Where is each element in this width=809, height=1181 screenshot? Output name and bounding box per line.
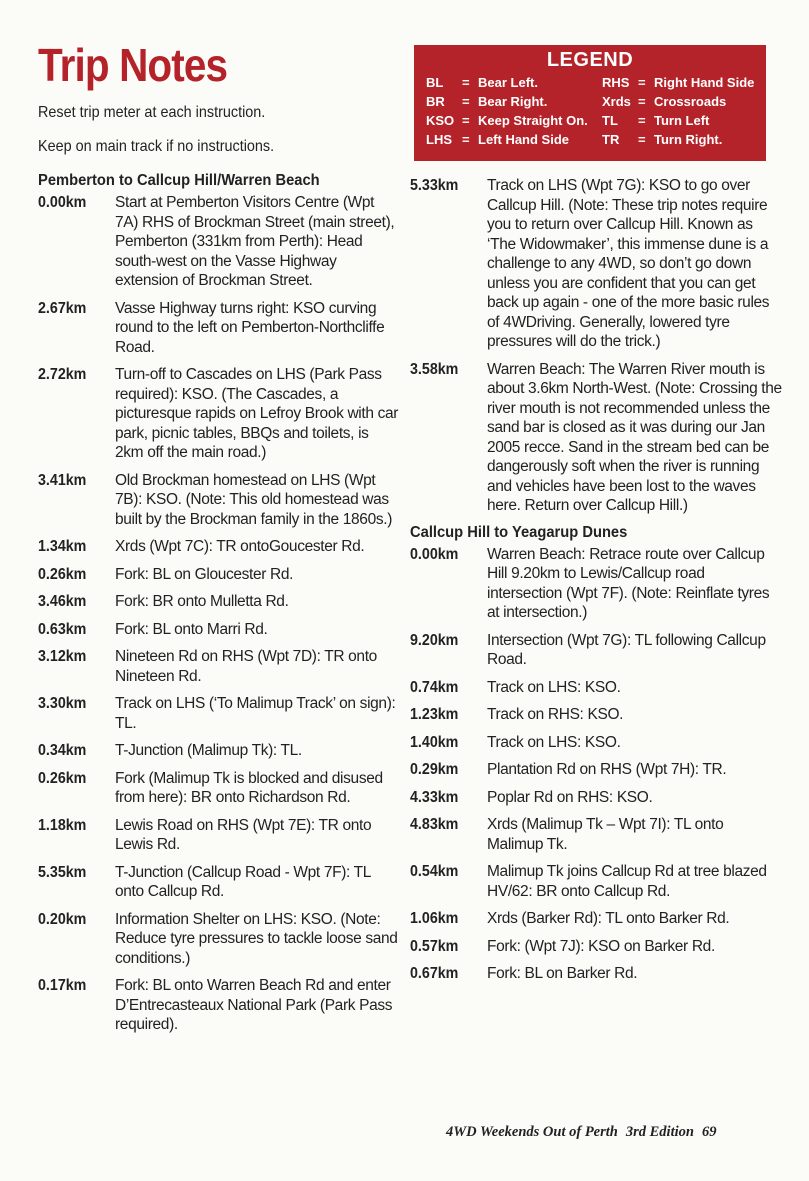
legend-meaning: Left Hand Side <box>478 132 570 147</box>
entry-distance: 3.41km <box>38 471 87 489</box>
book-title: 4WD Weekends Out of Perth <box>446 1124 618 1140</box>
entry-instruction: Plantation Rd on RHS (Wpt 7H): TR. <box>487 761 727 778</box>
legend-meaning: Crossroads <box>654 94 727 109</box>
entry-distance: 0.63km <box>38 620 87 638</box>
entry-distance: 0.54km <box>410 863 459 880</box>
legend-item <box>602 73 754 92</box>
entry-distance: 5.35km <box>38 863 87 881</box>
entry-distance: 9.20km <box>410 631 459 649</box>
entry-distance: 5.33km <box>410 177 459 194</box>
entry-list <box>410 545 782 984</box>
legend-abbr: BR <box>426 94 445 109</box>
entry-instruction: Fork: BR onto Mulletta Rd. <box>115 593 289 610</box>
trip-entry <box>38 694 400 733</box>
entry-distance: 1.23km <box>410 706 459 723</box>
trip-entry <box>410 705 782 725</box>
trip-entry <box>410 909 782 929</box>
legend-equals: = <box>462 75 470 90</box>
entry-distance: 1.06km <box>410 910 459 927</box>
entry-instruction: Fork: BL onto Marri Rd. <box>115 620 268 638</box>
entry-distance: 2.72km <box>38 366 87 383</box>
trip-entry <box>410 937 782 957</box>
entry-distance: 0.67km <box>410 965 459 982</box>
trip-entry <box>38 193 400 291</box>
trip-entry <box>38 910 400 969</box>
trip-entry <box>410 631 782 670</box>
legend-abbr: TR <box>602 132 620 147</box>
entry-distance: 0.00km <box>38 194 87 211</box>
trip-entry <box>38 592 400 612</box>
entry-list <box>38 193 400 1035</box>
legend-item <box>426 92 547 111</box>
trip-entry <box>410 360 782 516</box>
page-footer <box>446 1124 716 1141</box>
entry-instruction: Lewis Road on RHS (Wpt 7E): TR onto Lewis Rd. <box>115 816 372 853</box>
trip-entry <box>410 545 782 623</box>
entry-distance: 0.29km <box>410 761 459 778</box>
trip-entry <box>38 741 400 761</box>
trip-entry <box>38 620 400 640</box>
entry-distance: 0.34km <box>38 742 87 759</box>
entry-instruction: Fork: BL onto Warren Beach Rd and enter D’Entrecasteaux National Park (Park Pass required). <box>115 977 393 1033</box>
legend-abbr: TL <box>602 113 618 128</box>
entry-distance: 3.46km <box>38 593 87 610</box>
entry-instruction: Track on RHS: KSO. <box>487 706 624 723</box>
trip-entry <box>38 471 400 530</box>
legend-meaning: Bear Left. <box>478 75 538 90</box>
entry-instruction: Track on LHS (Wpt 7G): KSO to go over Callcup Hill. (Note: These trip notes require you to return over Callcup Hill. Known as ‘The Widowmaker’, this immense dune is a challenge to any 4WD, so don’t go down unless you are confident that you can get back up again - one of the more basic rules of 4WDriving. Generally, lowered tyre pressures will do the trick.) <box>487 177 770 350</box>
trip-entry <box>38 647 400 686</box>
trip-entry <box>410 176 782 352</box>
entry-instruction: Start at Pemberton Visitors Centre (Wpt 7A) RHS of Brockman Street (main street), Pemberton (331km from Perth): Head south-west on the Vasse Highway extension of Brockman Street. <box>115 194 395 289</box>
entry-instruction: Fork: BL on Barker Rd. <box>487 965 638 982</box>
edition: 3rd Edition <box>625 1124 694 1140</box>
trip-entry <box>38 863 400 902</box>
entry-distance: 4.33km <box>410 788 459 806</box>
entry-distance: 1.34km <box>38 538 87 555</box>
entry-instruction: Malimup Tk joins Callcup Rd at tree blazed HV/62: BR onto Callcup Rd. <box>487 863 767 900</box>
trip-entry <box>38 365 400 463</box>
page-number: 69 <box>701 1124 717 1140</box>
trip-entry <box>410 678 782 698</box>
trip-entry <box>38 537 400 557</box>
entry-instruction: Fork: BL on Gloucester Rd. <box>115 565 294 583</box>
entry-distance: 1.18km <box>38 816 87 834</box>
entry-instruction: Fork: (Wpt 7J): KSO on Barker Rd. <box>487 937 715 955</box>
entry-distance: 0.26km <box>38 565 87 583</box>
trip-entry <box>38 769 400 808</box>
legend-equals: = <box>462 94 470 109</box>
entry-distance: 4.83km <box>410 816 459 833</box>
entry-distance: 0.20km <box>38 910 87 928</box>
trip-entry <box>410 862 782 901</box>
entry-distance: 0.26km <box>38 769 87 787</box>
legend-equals: = <box>638 75 646 90</box>
trip-entry <box>410 964 782 984</box>
entry-instruction: Information Shelter on LHS: KSO. (Note: Reduce tyre pressures to tackle loose sand conditions.) <box>115 910 398 967</box>
legend-title: LEGEND <box>546 49 634 71</box>
legend-item <box>602 111 709 130</box>
trip-entry <box>38 299 400 358</box>
legend-equals: = <box>638 132 646 147</box>
entry-instruction: Warren Beach: Retrace route over Callcup Hill 9.20km to Lewis/Callcup road intersection (Wpt 7F). (Note: Reinflate tyres at intersection.) <box>487 545 770 621</box>
legend-meaning: Keep Straight On. <box>478 113 588 128</box>
entry-instruction: Nineteen Rd on RHS (Wpt 7D): TR onto Nineteen Rd. <box>115 648 377 685</box>
entry-instruction: Track on LHS (‘To Malimup Track’ on sign): TL. <box>115 695 396 732</box>
section-heading: Pemberton to Callcup Hill/Warren Beach <box>38 172 320 189</box>
legend-equals: = <box>638 113 646 128</box>
entry-distance: 3.58km <box>410 360 459 378</box>
entry-list <box>410 176 782 516</box>
trip-entry <box>410 788 782 808</box>
entry-distance: 0.57km <box>410 937 459 955</box>
legend-equals: = <box>462 113 470 128</box>
legend-item <box>602 92 726 111</box>
legend-item <box>602 130 722 149</box>
entry-instruction: Poplar Rd on RHS: KSO. <box>487 788 653 806</box>
legend-meaning: Turn Left <box>654 113 710 128</box>
legend-meaning: Turn Right. <box>654 132 723 147</box>
entry-instruction: Turn-off to Cascades on LHS (Park Pass required): KSO. (The Cascades, a picturesque rapids on Lefroy Brook with car park, picnic tables, BBQs and toilets, is 2km off the main road.) <box>115 366 399 461</box>
legend-abbr: BL <box>426 75 444 90</box>
entry-instruction: T-Junction (Callcup Road - Wpt 7F): TL onto Callcup Rd. <box>115 863 371 900</box>
legend-equals: = <box>462 132 470 147</box>
legend-item <box>426 111 588 130</box>
entry-instruction: Warren Beach: The Warren River mouth is about 3.6km North-West. (Note: Crossing the river mouth is not recommended unless the sand bar is closed as it was during our Jan 2005 recce. Sand in the stream bed can be dangerously soft when the river is running and vehicles have been lost to the waves here. Return over Callcup Hill.) <box>487 360 782 514</box>
legend-abbr: Xrds <box>602 94 631 109</box>
legend-box <box>414 45 766 161</box>
entry-distance: 3.30km <box>38 695 87 712</box>
entry-instruction: Track on LHS: KSO. <box>487 733 621 751</box>
trip-entry <box>410 733 782 753</box>
legend-abbr: KSO <box>426 113 455 128</box>
entry-distance: 2.67km <box>38 299 87 317</box>
trip-entry <box>38 816 400 855</box>
page-title: Trip Notes <box>38 39 228 91</box>
entry-distance: 0.17km <box>38 977 87 994</box>
legend-abbr: LHS <box>426 132 452 147</box>
entry-instruction: Vasse Highway turns right: KSO curving round to the left on Pemberton-Northcliffe Road. <box>115 299 385 356</box>
entry-instruction: Track on LHS: KSO. <box>487 678 621 696</box>
left-column <box>38 172 400 1043</box>
entry-instruction: Fork (Malimup Tk is blocked and disused from here): BR onto Richardson Rd. <box>115 769 383 806</box>
legend-meaning: Bear Right. <box>478 94 548 109</box>
trip-entry <box>38 565 400 585</box>
entry-instruction: Xrds (Wpt 7C): TR ontoGoucester Rd. <box>115 538 365 555</box>
entry-distance: 3.12km <box>38 648 87 665</box>
entry-instruction: Xrds (Malimup Tk – Wpt 7I): TL onto Malimup Tk. <box>487 816 724 853</box>
entry-distance: 1.40km <box>410 733 459 751</box>
legend-item <box>426 130 569 149</box>
entry-distance: 0.00km <box>410 545 459 563</box>
trip-entry <box>38 976 400 1035</box>
entry-instruction: Xrds (Barker Rd): TL onto Barker Rd. <box>487 910 730 927</box>
legend-equals: = <box>638 94 646 109</box>
section-heading: Callcup Hill to Yeagarup Dunes <box>410 523 628 541</box>
legend-abbr: RHS <box>602 75 630 90</box>
trip-entry <box>410 815 782 854</box>
trip-entry <box>410 760 782 780</box>
entry-instruction: Old Brockman homestead on LHS (Wpt 7B): KSO. (Note: This old homestead was built by the Brockman family in the 1860s.) <box>115 471 393 528</box>
entry-instruction: T-Junction (Malimup Tk): TL. <box>115 742 302 759</box>
intro-line: Reset trip meter at each instruction. <box>38 104 266 121</box>
legend-meaning: Right Hand Side <box>654 75 755 90</box>
entry-instruction: Intersection (Wpt 7G): TL following Callcup Road. <box>487 631 766 668</box>
intro-line: Keep on main track if no instructions. <box>38 138 275 155</box>
entry-distance: 0.74km <box>410 678 459 696</box>
right-column <box>410 176 782 992</box>
legend-item <box>426 73 538 92</box>
